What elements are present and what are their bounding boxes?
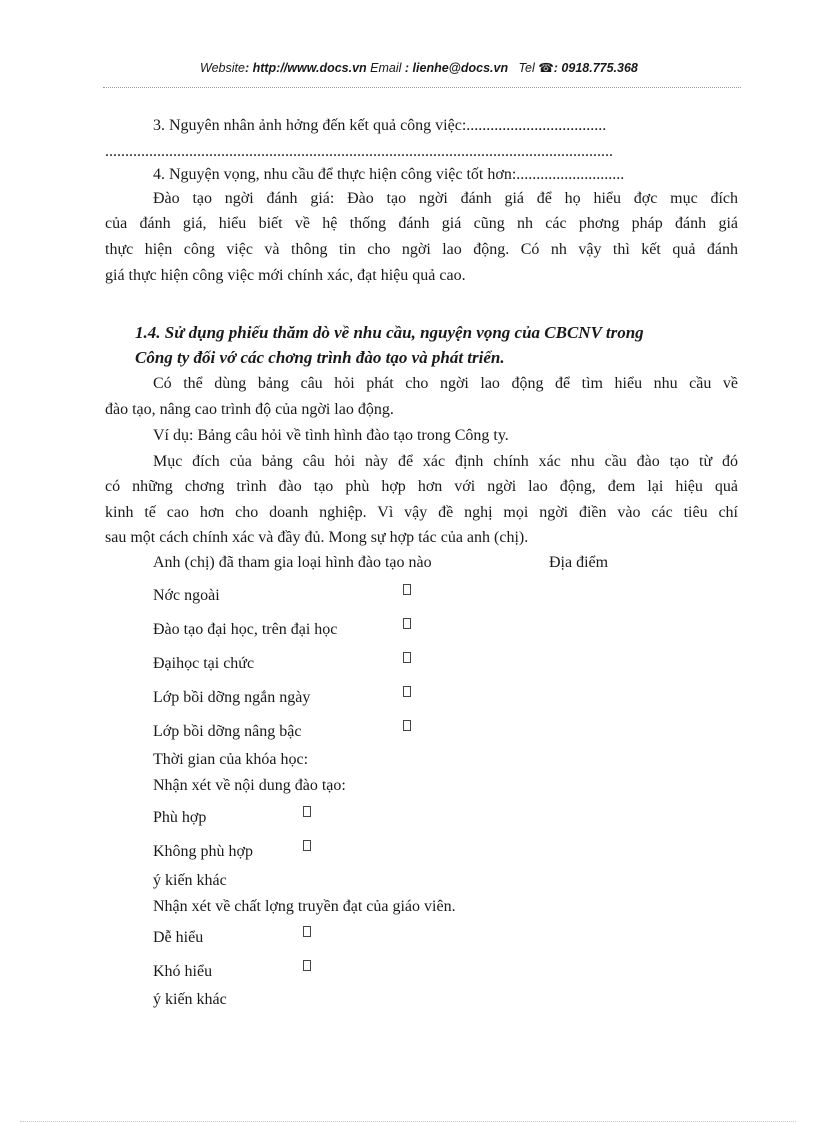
para3-line-3: kinh tế cao hơn cho doanh nghiệp. Vì vậy đề nghị mọi ngời điền vào các tiêu chí bbox=[105, 504, 738, 521]
option-inservice: Đạihọc tại chức bbox=[153, 655, 255, 672]
other-opinion-2: ý kiến khác bbox=[153, 991, 227, 1008]
checkbox-upgrade-course[interactable] bbox=[403, 720, 411, 731]
para2-line-1: Có thể dùng bảng câu hỏi phát cho ngời lao động để tìm hiểu nhu cầu về bbox=[153, 375, 738, 392]
para1-line-1: Đào tạo ngời đánh giá: Đào tạo ngời đánh giá để họ hiểu đợc mục đích bbox=[153, 190, 738, 207]
checkbox-short-course[interactable] bbox=[403, 686, 411, 697]
footer-divider bbox=[20, 1121, 796, 1122]
item-4: 4. Nguyện vọng, nhu cầu để thực hiện công việc tốt hơn:........................... bbox=[153, 166, 625, 183]
option-unsuitable: Không phù hợp bbox=[153, 843, 254, 860]
checkbox-hard[interactable] bbox=[303, 960, 311, 971]
section-heading-line-2: Công ty đối vớ các chơng trình đào tạo và phát triển. bbox=[135, 348, 505, 367]
section-heading-line-1: 1.4. Sử dụng phiếu thăm dò về nhu cầu, nguyện vọng của CBCNV trong bbox=[135, 323, 644, 342]
email-value: : lienhe@docs.vn bbox=[404, 61, 509, 75]
para1-line-2: của đánh giá, hiểu biết về hệ thống đánh giá cũng nh các phơng pháp đánh giá bbox=[105, 215, 738, 232]
para1-line-3: thực hiện công việc và thông tin cho ngời lao động. Có nh vậy thì kết quả đánh bbox=[105, 241, 738, 258]
content-question: Nhận xét về nội dung đào tạo: bbox=[153, 777, 346, 794]
tel-label: Tel bbox=[508, 61, 539, 75]
teacher-question: Nhận xét về chất lợng truyền đạt của giáo viên. bbox=[153, 898, 456, 915]
para1-line-4: giá thực hiện công việc mới chính xác, đạt hiệu quả cao. bbox=[105, 267, 466, 284]
checkbox-inservice[interactable] bbox=[403, 652, 411, 663]
option-abroad: Nớc ngoài bbox=[153, 587, 220, 604]
page-header bbox=[200, 60, 638, 75]
checkbox-university[interactable] bbox=[403, 618, 411, 629]
checkbox-unsuitable[interactable] bbox=[303, 840, 311, 851]
option-easy: Dễ hiểu bbox=[153, 929, 204, 946]
example-line: Ví dụ: Bảng câu hỏi về tình hình đào tạo trong Công ty. bbox=[153, 427, 509, 444]
para3-line-2: có những chơng trình đào tạo phù hợp hơn với ngời lao động, đem lại hiệu quả bbox=[105, 478, 738, 495]
option-suitable: Phù hợp bbox=[153, 809, 207, 826]
checkbox-abroad[interactable] bbox=[403, 584, 411, 595]
email-label: Email bbox=[366, 61, 405, 75]
para2-line-2: đào tạo, nâng cao trình độ của ngời lao động. bbox=[105, 401, 394, 418]
website-value: : http://www.docs.vn bbox=[244, 61, 367, 75]
checkbox-easy[interactable] bbox=[303, 926, 311, 937]
header-divider bbox=[103, 87, 741, 88]
para3-line-4: sau một cách chính xác và đầy đủ. Mong sự hợp tác của anh (chị). bbox=[105, 529, 529, 546]
tel-value: ☎: 0918.775.368 bbox=[538, 61, 638, 75]
item-3: 3. Nguyên nhân ảnh hởng đến kết quả công việc:................................... bbox=[153, 117, 607, 134]
option-university: Đào tạo đại học, trên đại học bbox=[153, 621, 338, 638]
option-hard: Khó hiểu bbox=[153, 963, 213, 980]
para3-line-1: Mục đích của bảng câu hỏi này để xác định chính xác nhu cầu đào tạo từ đó bbox=[153, 453, 738, 470]
dotted-line: ............................................................................................................................... bbox=[105, 143, 613, 160]
website-label: Website bbox=[200, 61, 245, 75]
other-opinion-1: ý kiến khác bbox=[153, 872, 227, 889]
location-label: Địa điểm bbox=[549, 554, 609, 571]
option-short-course: Lớp bồi dỡng ngắn ngày bbox=[153, 689, 311, 706]
checkbox-suitable[interactable] bbox=[303, 806, 311, 817]
duration-label: Thời gian của khóa học: bbox=[153, 751, 309, 768]
option-upgrade-course: Lớp bồi dỡng nâng bậc bbox=[153, 723, 302, 740]
question-training-type: Anh (chị) đã tham gia loại hình đào tạo nào bbox=[153, 554, 432, 571]
